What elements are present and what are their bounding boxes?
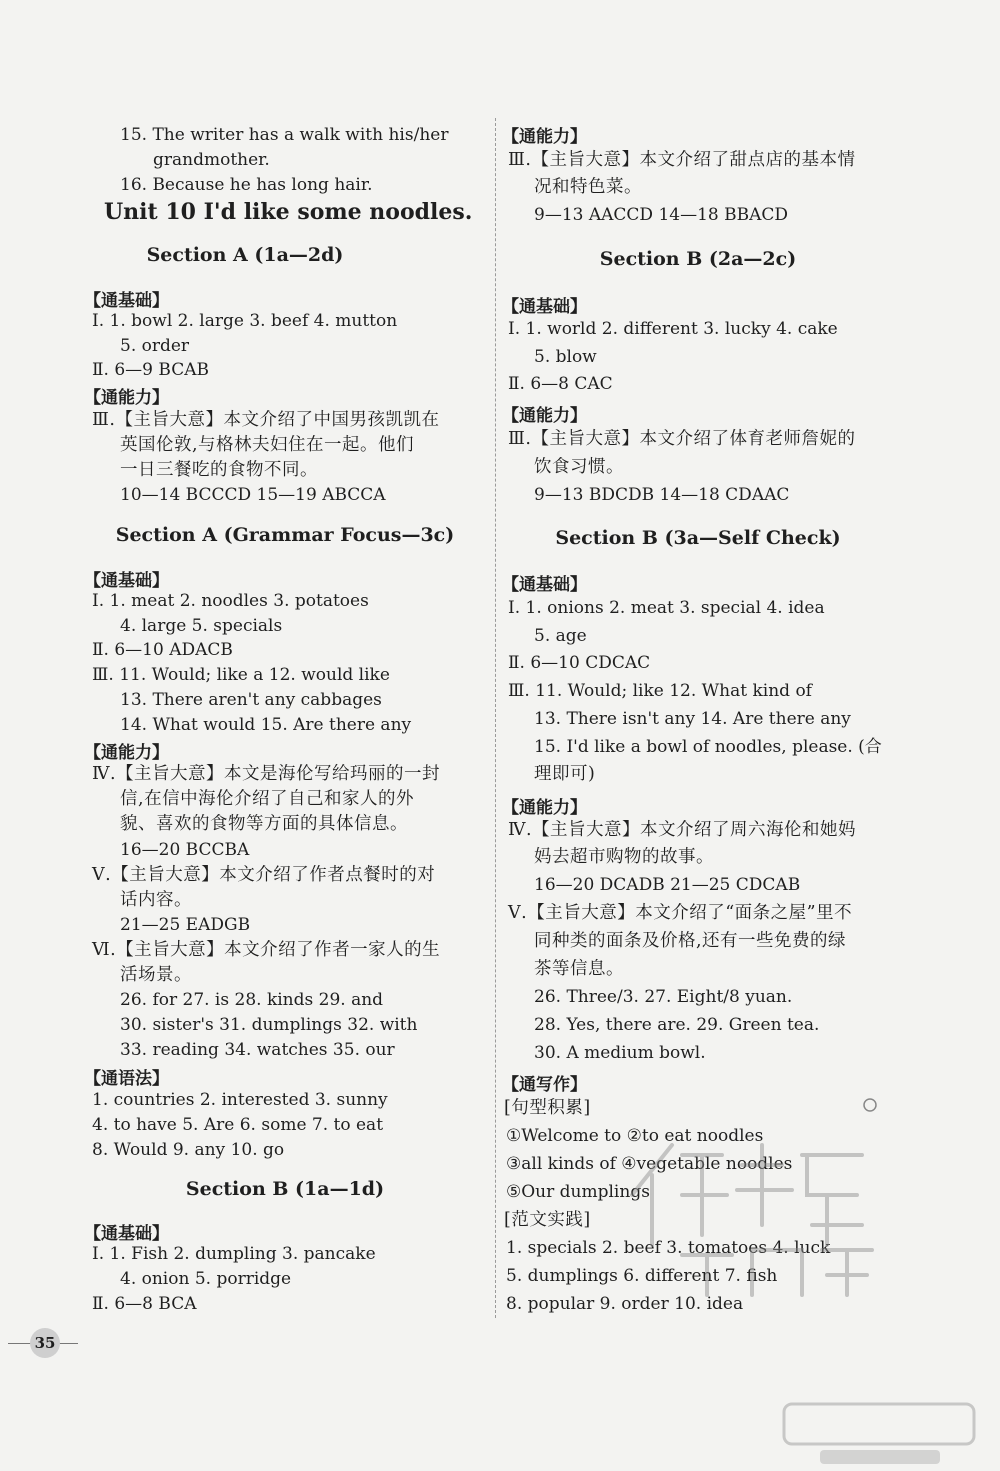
section-title: Section B (1a—1d) (185, 1178, 385, 1200)
answer-line: Ⅲ.【主旨大意】本文介绍了甜点店的基本情 (508, 150, 856, 170)
answer-line: 饮食习惯。 (534, 457, 624, 477)
answer-line: 1. specials 2. beef 3. tomatoes 4. luck (506, 1238, 831, 1258)
answer-line: ①Welcome to ②to eat noodles (506, 1126, 764, 1146)
site-watermark-logo (780, 1400, 980, 1470)
answer-line: 26. for 27. is 28. kinds 29. and (120, 990, 384, 1010)
answer-line: 16—20 BCCBA (120, 840, 250, 860)
sub-header: [句型积累] (504, 1098, 591, 1118)
answer-line: Ⅳ.【主旨大意】本文介绍了周六海伦和她妈 (508, 820, 857, 840)
answer-line: Ⅰ. 1. bowl 2. large 3. beef 4. mutton (92, 311, 398, 331)
answer-line: Ⅲ.【主旨大意】本文介绍了中国男孩凯凯在 (92, 410, 440, 430)
answer-line: Ⅱ. 6—10 CDCAC (508, 653, 651, 673)
publisher-stamp-logo (612, 1085, 912, 1305)
category-header: 【通基础】 (84, 1224, 169, 1244)
answer-line: Ⅳ.【主旨大意】本文是海伦写给玛丽的一封 (92, 764, 441, 784)
category-header: 【通基础】 (84, 291, 169, 311)
unit-title: Unit 10 I'd like some noodles. (104, 199, 473, 225)
category-header: 【通语法】 (84, 1069, 169, 1089)
answer-line: 10—14 BCCCD 15—19 ABCCA (120, 485, 386, 505)
answer-line: Ⅱ. 6—10 ADACB (92, 640, 233, 660)
answer-line: 9—13 AACCD 14—18 BBACD (534, 205, 789, 225)
answer-line: Ⅱ. 6—8 CAC (508, 374, 613, 394)
answer-line: 一日三餐吃的食物不同。 (120, 460, 318, 480)
answer-line: 16—20 DCADB 21—25 CDCAB (534, 875, 801, 895)
answer-line: grandmother. (153, 150, 270, 170)
answer-line: 妈去超市购物的故事。 (534, 847, 714, 867)
answer-line: 理即可) (534, 764, 596, 784)
answer-line: 9—13 BDCDB 14—18 CDAAC (534, 485, 790, 505)
answer-line: 活场景。 (120, 965, 192, 985)
page-number: 35 (30, 1328, 60, 1358)
answer-line: 15. I'd like a bowl of noodles, please. (合 (534, 737, 882, 757)
category-header: 【通基础】 (502, 297, 587, 317)
answer-line: Ⅰ. 1. onions 2. meat 3. special 4. idea (508, 598, 825, 618)
answer-line: 5. age (534, 626, 587, 646)
answer-line: Ⅴ.【主旨大意】本文介绍了作者点餐时的对 (92, 865, 436, 885)
answer-line: 13. There isn't any 14. Are there any (534, 709, 851, 729)
answer-line: 15. The writer has a walk with his/her (120, 125, 449, 145)
answer-line: Ⅱ. 6—9 BCAB (92, 360, 209, 380)
category-header: 【通能力】 (502, 798, 587, 818)
answer-line: 21—25 EADGB (120, 915, 251, 935)
category-header: 【通能力】 (84, 743, 169, 763)
answer-line: 貌、喜欢的食物等方面的具体信息。 (120, 814, 408, 834)
answer-line: 况和特色菜。 (534, 177, 642, 197)
answer-line: 5. dumplings 6. different 7. fish (506, 1266, 778, 1286)
answer-line: 5. blow (534, 347, 597, 367)
answer-line: 13. There aren't any cabbages (120, 690, 382, 710)
answer-line: 8. Would 9. any 10. go (92, 1140, 285, 1160)
category-header: 【通能力】 (84, 388, 169, 408)
category-header: 【通能力】 (502, 127, 587, 147)
section-title: Section B (2a—2c) (599, 248, 797, 270)
category-header: 【通能力】 (502, 406, 587, 426)
answer-line: 30. sister's 31. dumplings 32. with (120, 1015, 418, 1035)
answer-line: 16. Because he has long hair. (120, 175, 373, 195)
answer-line: 26. Three/3. 27. Eight/8 yuan. (534, 987, 793, 1007)
answer-line: Ⅴ.【主旨大意】本文介绍了“面条之屋”里不 (508, 903, 853, 923)
answer-line: 4. large 5. specials (120, 616, 283, 636)
section-title: Section A (1a—2d) (146, 244, 344, 266)
category-header: 【通写作】 (502, 1075, 587, 1095)
sub-header: [范文实践] (504, 1210, 591, 1230)
category-header: 【通基础】 (84, 571, 169, 591)
answer-line: 1. countries 2. interested 3. sunny (92, 1090, 388, 1110)
answer-line: Ⅵ.【主旨大意】本文介绍了作者一家人的生 (92, 940, 441, 960)
answer-line: 茶等信息。 (534, 959, 624, 979)
answer-line: 英国伦敦,与格林夫妇住在一起。他们 (120, 435, 415, 455)
answer-line: 话内容。 (120, 890, 192, 910)
column-divider (495, 118, 497, 1318)
section-title: Section B (3a—Self Check) (555, 527, 841, 549)
answer-line: Ⅲ. 11. Would; like 12. What kind of (508, 681, 812, 701)
answer-line: Ⅲ. 11. Would; like a 12. would like (92, 665, 390, 685)
category-header: 【通基础】 (502, 575, 587, 595)
section-title: Section A (Grammar Focus—3c) (115, 524, 455, 546)
answer-line: 5. order (120, 336, 190, 356)
answer-line: ③all kinds of ④vegetable noodles (506, 1154, 793, 1174)
answer-line: Ⅰ. 1. world 2. different 3. lucky 4. cake (508, 319, 838, 339)
answer-line: 4. onion 5. porridge (120, 1269, 292, 1289)
answer-line: Ⅲ.【主旨大意】本文介绍了体育老师詹妮的 (508, 429, 856, 449)
answer-line: ⑤Our dumplings (506, 1182, 650, 1202)
answer-line: 30. A medium bowl. (534, 1043, 706, 1063)
answer-line: 同种类的面条及价格,还有一些免费的绿 (534, 931, 847, 951)
answer-line: Ⅰ. 1. Fish 2. dumpling 3. pancake (92, 1244, 376, 1264)
answer-line: 14. What would 15. Are there any (120, 715, 412, 735)
answer-line: Ⅰ. 1. meat 2. noodles 3. potatoes (92, 591, 369, 611)
answer-line: 4. to have 5. Are 6. some 7. to eat (92, 1115, 384, 1135)
answer-line: Ⅱ. 6—8 BCA (92, 1294, 197, 1314)
answer-line: 信,在信中海伦介绍了自己和家人的外 (120, 789, 415, 809)
answer-line: 28. Yes, there are. 29. Green tea. (534, 1015, 820, 1035)
answer-line: 8. popular 9. order 10. idea (506, 1294, 744, 1314)
answer-line: 33. reading 34. watches 35. our (120, 1040, 395, 1060)
